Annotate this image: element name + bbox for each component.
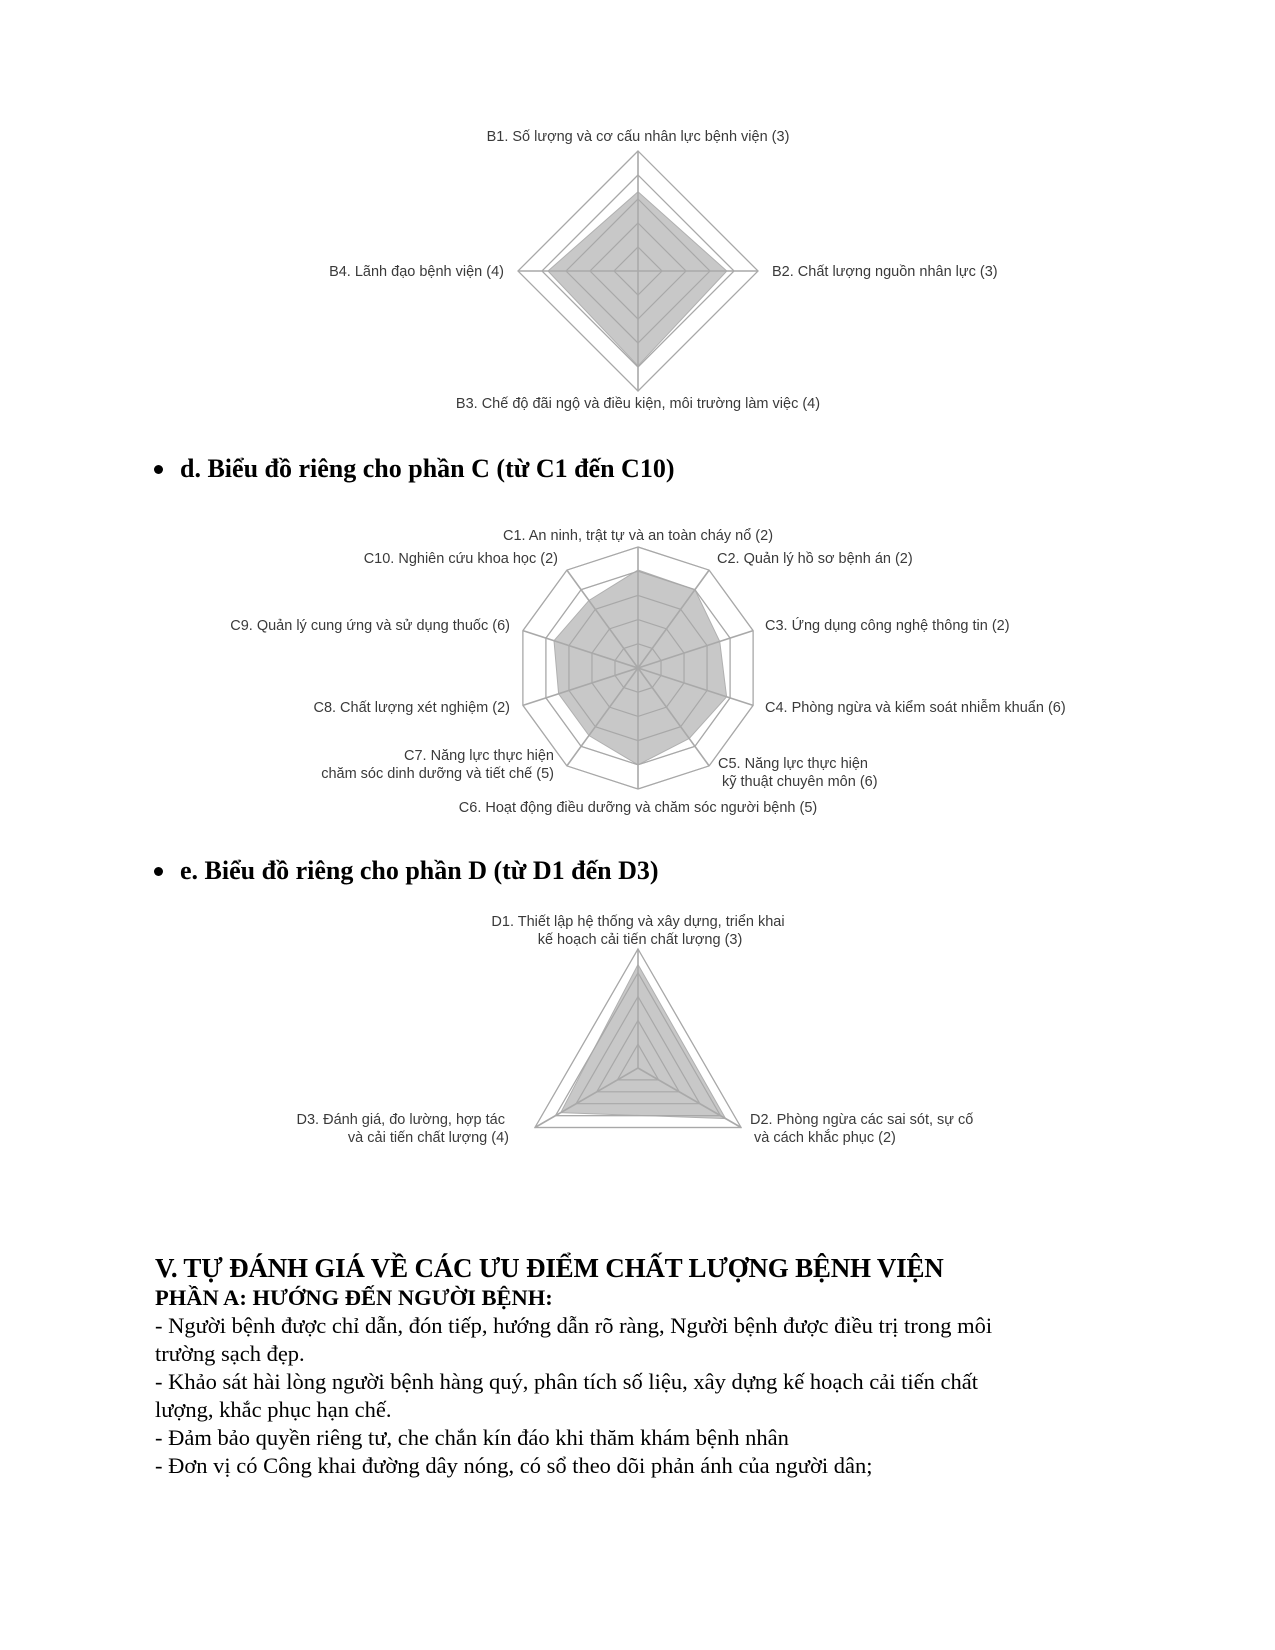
label-c5-line1: C5. Năng lực thực hiện (718, 756, 868, 772)
radar-grid-b (518, 151, 758, 391)
section-v (155, 1252, 1115, 1480)
section-v-subtitle: PHẦN A: HƯỚNG ĐẾN NGƯỜI BỆNH: (155, 1285, 553, 1310)
radar-data-area (561, 964, 726, 1118)
radar-grid-d (535, 949, 741, 1128)
label-d2-line1: D2. Phòng ngừa các sai sót, sự cố (750, 1112, 974, 1128)
body-line: - Đơn vị có Công khai đường dây nóng, có sổ theo dõi phản ánh của người dân; (155, 1453, 873, 1478)
label-c7-line2: chăm sóc dinh dưỡng và tiết chế (5) (321, 766, 554, 782)
radar-chart-d (0, 905, 1275, 1155)
label-d1-line1: D1. Thiết lập hệ thống và xây dựng, triển khai (491, 914, 785, 930)
body-line: - Khảo sát hài lòng người bệnh hàng quý, phân tích số liệu, xây dựng kế hoạch cải tiến chất (155, 1369, 978, 1394)
label-b1: B1. Số lượng và cơ cấu nhân lực bệnh viện (3) (486, 129, 790, 145)
heading-part-d (152, 856, 659, 886)
label-c9: C9. Quản lý cung ứng và sử dụng thuốc (6) (230, 618, 510, 634)
label-c4: C4. Phòng ngừa và kiểm soát nhiễm khuẩn (6) (765, 700, 1066, 716)
label-c6: C6. Hoạt động điều dưỡng và chăm sóc người bệnh (5) (458, 800, 818, 816)
label-b3: B3. Chế độ đãi ngộ và điều kiện, môi trường làm việc (4) (455, 396, 821, 412)
body-line: - Đảm bảo quyền riêng tư, che chắn kín đáo khi thăm khám bệnh nhân (155, 1425, 789, 1450)
radar-chart-c (0, 510, 1275, 820)
radar-chart-b (0, 110, 1275, 420)
label-d3-line1: D3. Đánh giá, đo lường, hợp tác (296, 1112, 505, 1128)
label-c10: C10. Nghiên cứu khoa học (2) (363, 551, 558, 567)
bullet-icon (154, 867, 163, 876)
heading-part-c (152, 454, 675, 484)
body-line: lượng, khắc phục hạn chế. (155, 1397, 392, 1422)
label-d2-line2: và cách khắc phục (2) (754, 1130, 896, 1146)
bullet-icon (154, 465, 163, 474)
label-c5-line2: kỹ thuật chuyên môn (6) (722, 774, 878, 790)
section-v-title: V. TỰ ĐÁNH GIÁ VỀ CÁC ƯU ĐIỂM CHẤT LƯỢNG BỆNH VIỆN (155, 1253, 944, 1283)
body-line: trường sạch đẹp. (155, 1341, 305, 1366)
radar-grid-c (523, 547, 753, 789)
label-b4: B4. Lãnh đạo bệnh viện (4) (329, 264, 504, 280)
label-c3: C3. Ứng dụng công nghệ thông tin (2) (765, 618, 1010, 634)
label-d3-line2: và cải tiến chất lượng (4) (347, 1130, 509, 1146)
label-c2: C2. Quản lý hồ sơ bệnh án (2) (717, 551, 913, 567)
heading-part-c-text: d. Biểu đồ riêng cho phần C (từ C1 đến C10) (180, 454, 675, 483)
label-c7-line1: C7. Năng lực thực hiện (404, 748, 554, 764)
label-b2: B2. Chất lượng nguồn nhân lực (3) (772, 264, 998, 280)
label-d1-line2: kế hoạch cải tiến chất lượng (3) (537, 932, 743, 948)
heading-part-d-text: e. Biểu đồ riêng cho phần D (từ D1 đến D3) (180, 856, 659, 885)
label-c1: C1. An ninh, trật tự và an toàn cháy nổ (2) (502, 528, 774, 544)
label-c8: C8. Chất lượng xét nghiệm (2) (313, 700, 510, 716)
body-line: - Người bệnh được chỉ dẫn, đón tiếp, hướng dẫn rõ ràng, Người bệnh được điều trị trong môi (155, 1313, 993, 1338)
